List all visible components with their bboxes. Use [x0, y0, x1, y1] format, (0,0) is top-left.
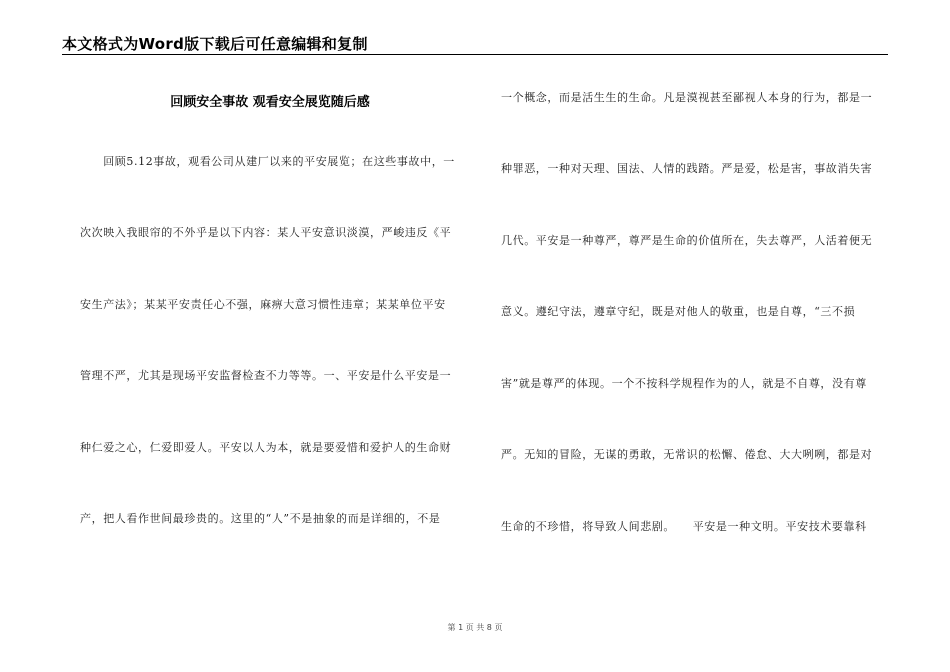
- left-line: 产，把人看作世间最珍贵的。这里的“人”不是抽象的而是详细的，不是: [80, 512, 441, 525]
- right-line: 几代。平安是一种尊严，尊严是生命的价值所在，失去尊严，人活着便无: [501, 234, 873, 247]
- header-divider: [62, 54, 888, 55]
- right-line: 害”就是尊严的体现。一个不按科学规程作为的人，就是不自尊，没有尊: [501, 377, 867, 390]
- document-title: 回顾安全事故 观看安全展览随后感: [170, 95, 370, 110]
- left-line: 回顾5.12事故，观看公司从建厂以来的平安展览；在这些事故中，一: [80, 155, 455, 168]
- download-notice-header: 本文格式为Word版下载后可任意编辑和复制: [62, 35, 368, 53]
- right-line: 生命的不珍惜，将导致人间悲剧。 平安是一种文明。平安技术要靠科: [501, 520, 867, 533]
- right-line: 严。无知的冒险，无谋的勇敢，无常识的松懈、倦怠、大大咧咧，都是对: [501, 448, 873, 461]
- left-line: 管理不严，尤其是现场平安监督检查不力等等。一、平安是什么平安是一: [80, 369, 452, 382]
- left-line: 种仁爱之心，仁爱即爱人。平安以人为本，就是要爱惜和爱护人的生命财: [80, 441, 452, 454]
- right-line: 意义。遵纪守法，遵章守纪，既是对他人的敬重，也是自尊，“三不损: [501, 305, 856, 318]
- left-line: 安生产法》；某某平安责任心不强，麻痹大意习惯性违章；某某单位平安: [80, 298, 446, 311]
- right-line: 种罪恶，一种对天理、国法、人情的践踏。严是爱，松是害，事故消失害: [501, 162, 873, 175]
- page-number-footer: 第 1 页 共 8 页: [447, 623, 503, 632]
- left-line: 次次映入我眼帘的不外乎是以下内容：某人平安意识淡漠，严峻违反《平: [80, 226, 452, 239]
- right-line: 一个概念，而是活生生的生命。凡是漠视甚至鄙视人本身的行为，都是一: [501, 91, 873, 104]
